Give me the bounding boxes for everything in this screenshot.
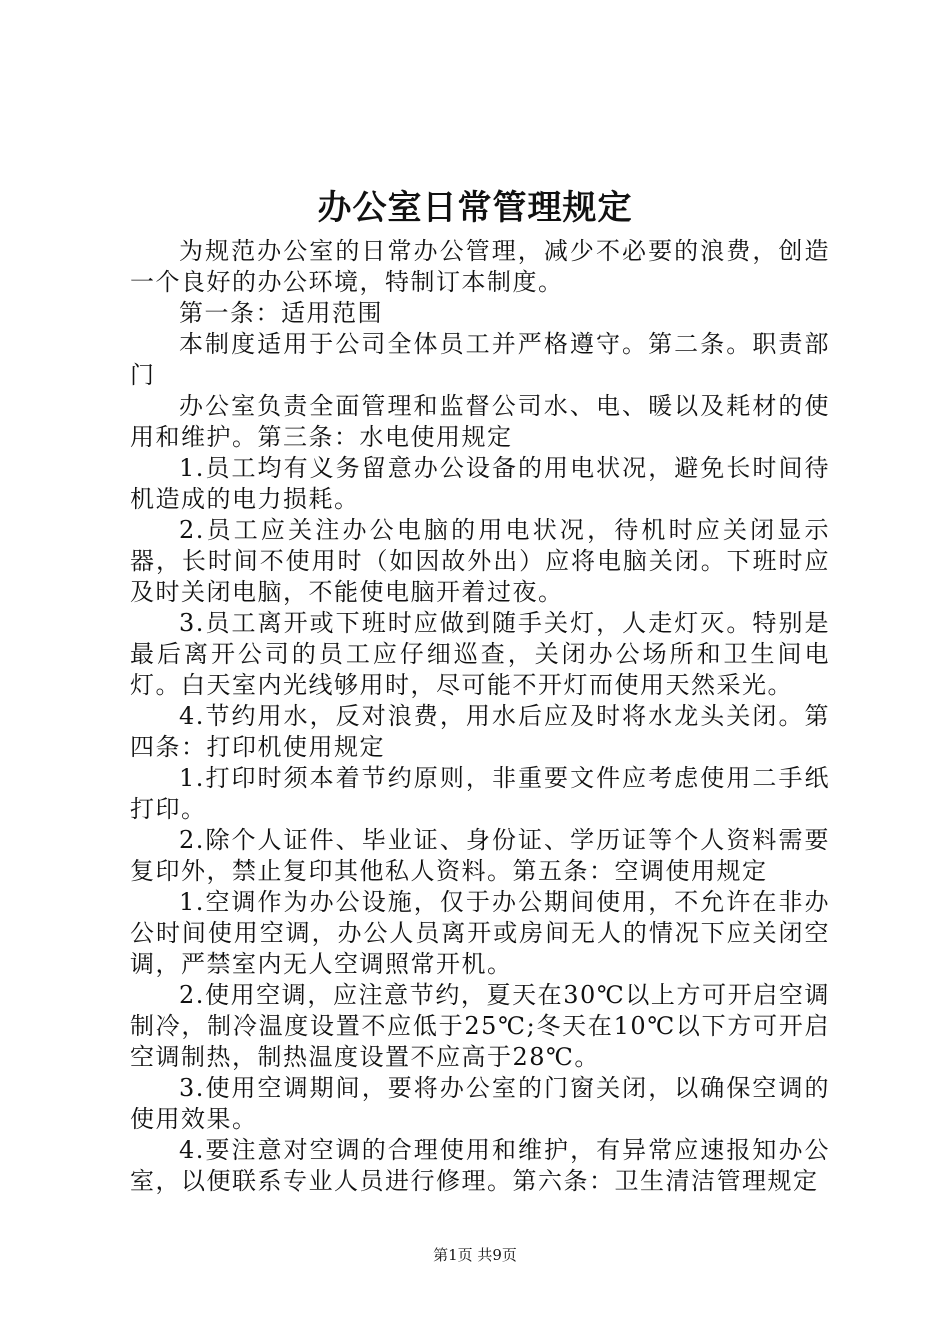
paragraph-utility-rule-4: 4.节约用水，反对浪费，用水后应及时将水龙头关闭。第四条：打印机使用规定	[130, 702, 830, 761]
document-body	[130, 236, 830, 1197]
paragraph-utility-rule-2: 2.员工应关注办公电脑的用电状况，待机时应关闭显示器，长时间不使用时（如因故外出）应将电脑关闭。下班时应及时关闭电脑，不能使电脑开着过夜。	[130, 516, 830, 606]
paragraph-ac-rule-4: 4.要注意对空调的合理使用和维护，有异常应速报知办公室，以便联系专业人员进行修理。第六条：卫生清洁管理规定	[130, 1136, 830, 1195]
page-number-footer: 第1页 共9页	[433, 1246, 517, 1264]
paragraph-printer-rule-2: 2.除个人证件、毕业证、身份证、学历证等个人资料需要复印外，禁止复印其他私人资料。第五条：空调使用规定	[130, 826, 830, 885]
paragraph-ac-rule-2: 2.使用空调，应注意节约，夏天在30℃以上方可开启空调制冷，制冷温度设置不应低于25℃;冬天在10℃以下方可开启空调制热，制热温度设置不应高于28℃。	[130, 981, 830, 1071]
paragraph-responsibility: 办公室负责全面管理和监督公司水、电、暖以及耗材的使用和维护。第三条：水电使用规定	[130, 392, 830, 451]
paragraph-intro: 为规范办公室的日常办公管理，减少不必要的浪费，创造一个良好的办公环境，特制订本制度。	[130, 237, 830, 296]
paragraph-utility-rule-3: 3.员工离开或下班时应做到随手关灯，人走灯灭。特别是最后离开公司的员工应仔细巡查，关闭办公场所和卫生间电灯。白天室内光线够用时，尽可能不开灯而使用天然采光。	[130, 609, 830, 699]
paragraph-ac-rule-1: 1.空调作为办公设施，仅于办公期间使用，不允许在非办公时间使用空调，办公人员离开或房间无人的情况下应关闭空调，严禁室内无人空调照常开机。	[130, 888, 830, 978]
paragraph-printer-rule-1: 1.打印时须本着节约原则，非重要文件应考虑使用二手纸打印。	[130, 764, 830, 823]
paragraph-ac-rule-3: 3.使用空调期间，要将办公室的门窗关闭，以确保空调的使用效果。	[130, 1074, 830, 1133]
paragraph-scope: 本制度适用于公司全体员工并严格遵守。第二条。职责部门	[130, 330, 830, 389]
document-title: 办公室日常管理规定	[317, 188, 633, 228]
paragraph-article-1-heading: 第一条：适用范围	[179, 299, 383, 327]
paragraph-utility-rule-1: 1.员工均有义务留意办公设备的用电状况，避免长时间待机造成的电力损耗。	[130, 454, 830, 513]
